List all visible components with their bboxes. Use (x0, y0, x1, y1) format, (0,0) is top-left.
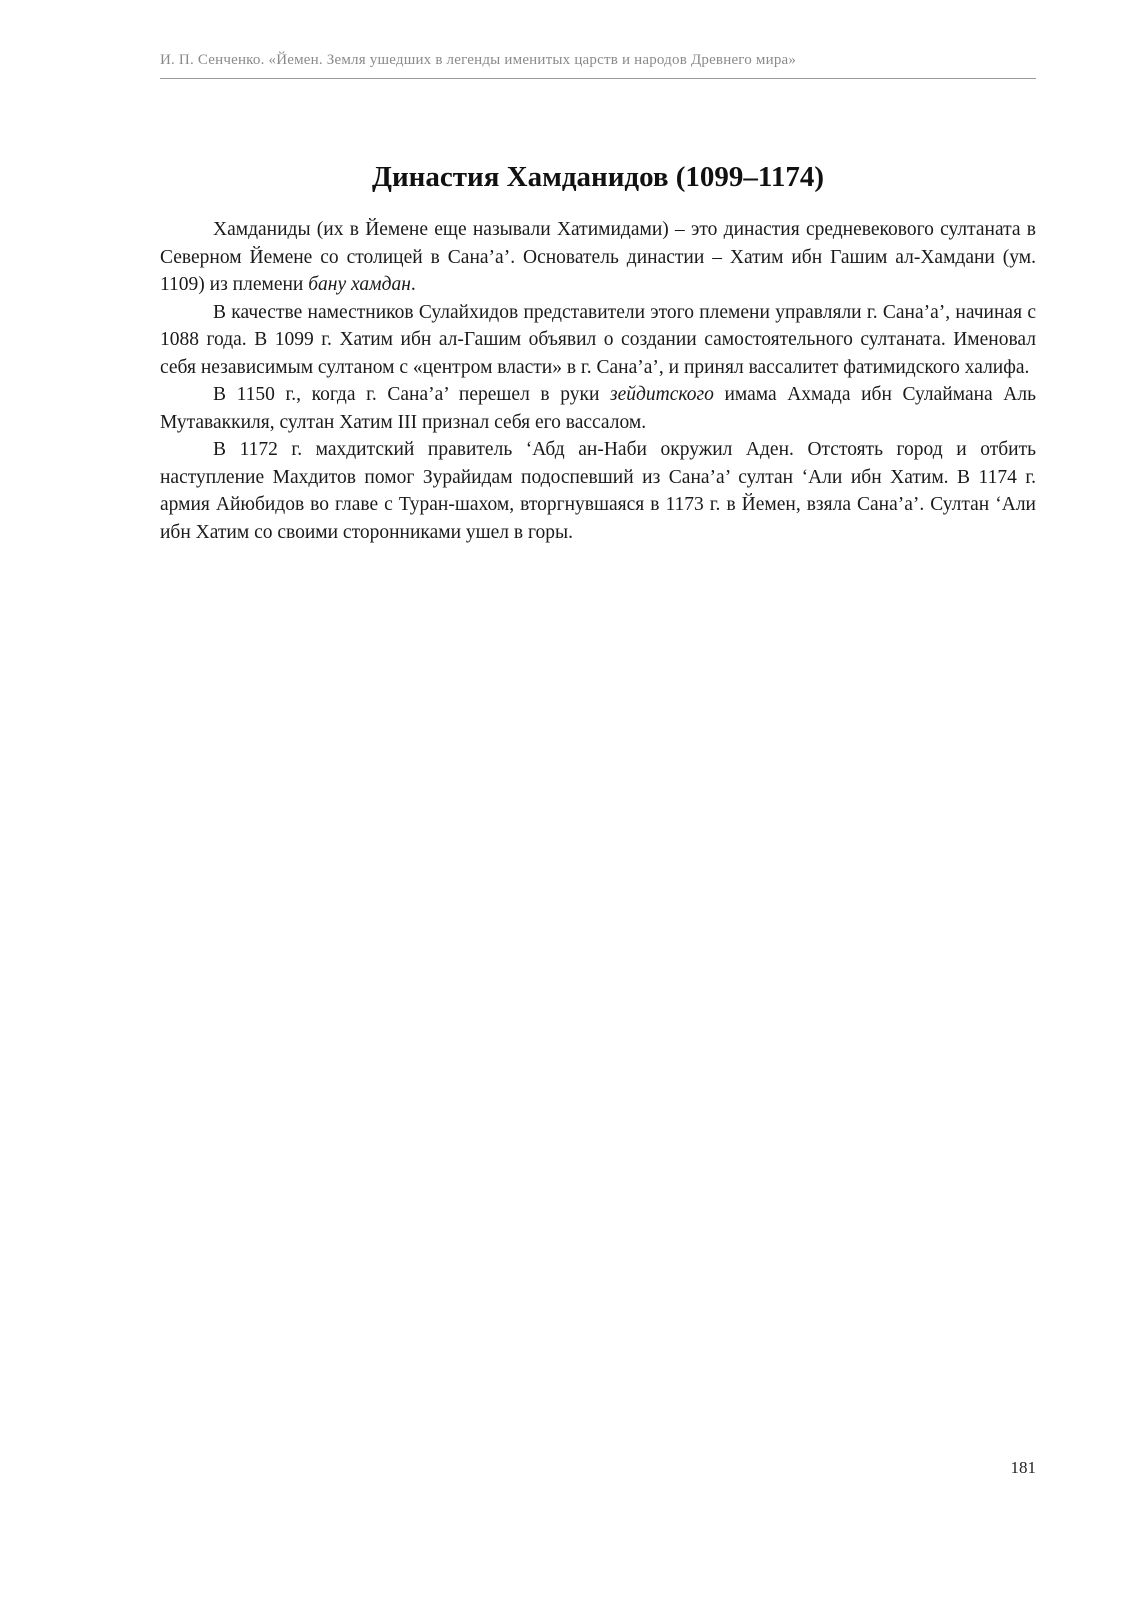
paragraph-4-text: В 1172 г. махдитский правитель ‘Абд ан-Наби окружил Аден. Отстоять город и отбить наступление Махдитов помог Зурайидам подоспевший из Сана’а’ султан ‘Али ибн Хатим. В 1174 г. армия Айюбидов во главе с Туран-шахом, вторгнувшаяся в 1173 г. в Йемен, взяла Сана’а’. Султан ‘Али ибн Хатим со своими сторонниками ушел в горы. (160, 439, 1036, 543)
paragraph-1-italic: бану хамдан (308, 274, 411, 295)
header-divider (160, 78, 1036, 79)
paragraph-3 (160, 381, 1036, 436)
paragraph-2-text: В качестве наместников Сулайхидов представители этого племени управляли г. Сана’а’, начиная с 1088 года. В 1099 г. Хатим ибн ал-Гашим объявил о создании самостоятельного султаната. Именовал себя независимым султаном с «центром власти» в г. Сана’а’, и принял вассалитет фатимидского халифа. (160, 301, 1036, 378)
paragraph-1 (160, 216, 1036, 299)
paragraph-1-text-end: . (410, 274, 416, 295)
paragraph-3-text: В 1150 г., когда г. Сана’а’ перешел в руки (213, 384, 610, 405)
paragraph-3-italic: зейдитского (610, 384, 714, 405)
paragraph-4 (160, 436, 1036, 546)
paragraph-3-text-end: имама Ахмада ибн Сулаймана Аль Мутаваккиля, султан Хатим III признал себя его вассалом. (160, 384, 1036, 433)
paragraph-2 (160, 299, 1036, 382)
body-text (160, 216, 1036, 546)
running-header: И. П. Сенченко. «Йемен. Земля ушедших в легенды именитых царств и народов Древнего мира» (160, 52, 797, 68)
chapter-title: Династия Хамданидов (1099–1174) (372, 161, 824, 193)
paragraph-1-text: Хамданиды (их в Йемене еще называли Хатимидами) – это династия средневекового султаната в Северном Йемене со столицей в Сана’а’. Основатель династии – Хатим ибн Гашим ал-Хамдани (ум. 1109) из племени (160, 219, 1036, 295)
page-number: 181 (1010, 1458, 1036, 1477)
